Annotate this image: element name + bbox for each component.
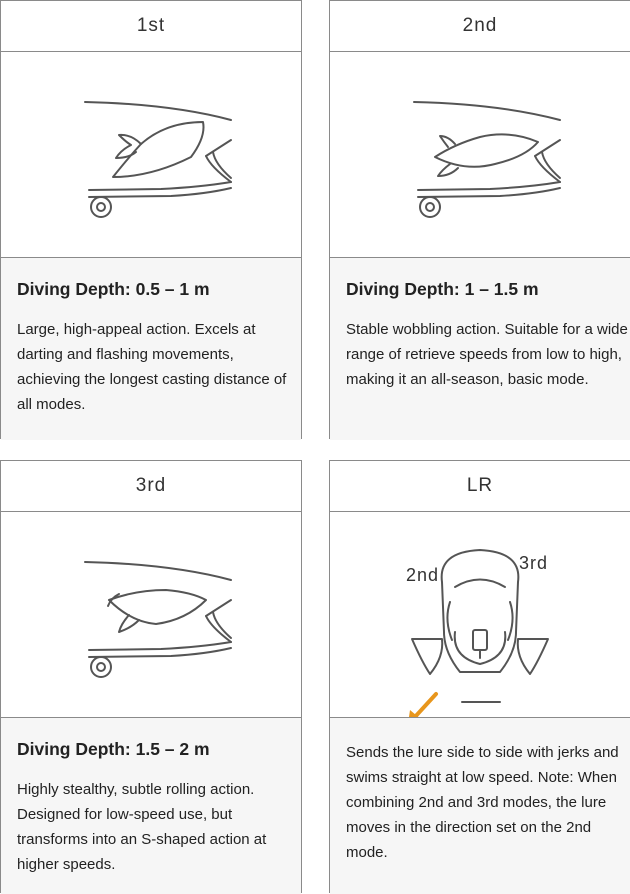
label-3rd: 3rd bbox=[519, 553, 549, 573]
lure-3rd-illustration bbox=[1, 512, 301, 718]
mode-title: 2nd bbox=[330, 1, 630, 52]
lure-front-view-illustration bbox=[330, 512, 630, 718]
mode-description: Large, high-appeal action. Excels at darting and flashing movements, achieving the longest casting distance of all modes. bbox=[17, 321, 287, 413]
mode-details bbox=[330, 718, 630, 894]
mode-card-1st bbox=[0, 0, 302, 439]
mode-description: Highly stealthy, subtle rolling action. Designed for low-speed use, but transforms into an S-shaped action at higher speeds. bbox=[17, 781, 267, 873]
diving-depth: Diving Depth: 1 – 1.5 m bbox=[346, 279, 539, 299]
mode-card-lr bbox=[329, 460, 630, 893]
mode-title: LR bbox=[330, 461, 630, 512]
lure-2nd-illustration bbox=[330, 52, 630, 258]
mode-card-3rd bbox=[0, 460, 302, 893]
direction-arrow-icon bbox=[408, 694, 436, 717]
mode-details bbox=[1, 258, 301, 440]
diving-depth: Diving Depth: 1.5 – 2 m bbox=[17, 739, 210, 759]
lure-1st-illustration bbox=[1, 52, 301, 258]
mode-title: 1st bbox=[1, 1, 301, 52]
mode-title: 3rd bbox=[1, 461, 301, 512]
mode-details bbox=[1, 718, 301, 894]
label-2nd: 2nd bbox=[406, 565, 440, 585]
mode-details bbox=[330, 258, 630, 440]
mode-description: Stable wobbling action. Suitable for a wide range of retrieve speeds from low to high, making it an all-season, basic mode. bbox=[346, 321, 628, 388]
diving-depth: Diving Depth: 0.5 – 1 m bbox=[17, 279, 210, 299]
mode-card-2nd bbox=[329, 0, 630, 439]
mode-description: Sends the lure side to side with jerks and swims straight at low speed. Note: When combining 2nd and 3rd modes, the lure moves in the direction set on the 2nd mode. bbox=[346, 744, 619, 861]
